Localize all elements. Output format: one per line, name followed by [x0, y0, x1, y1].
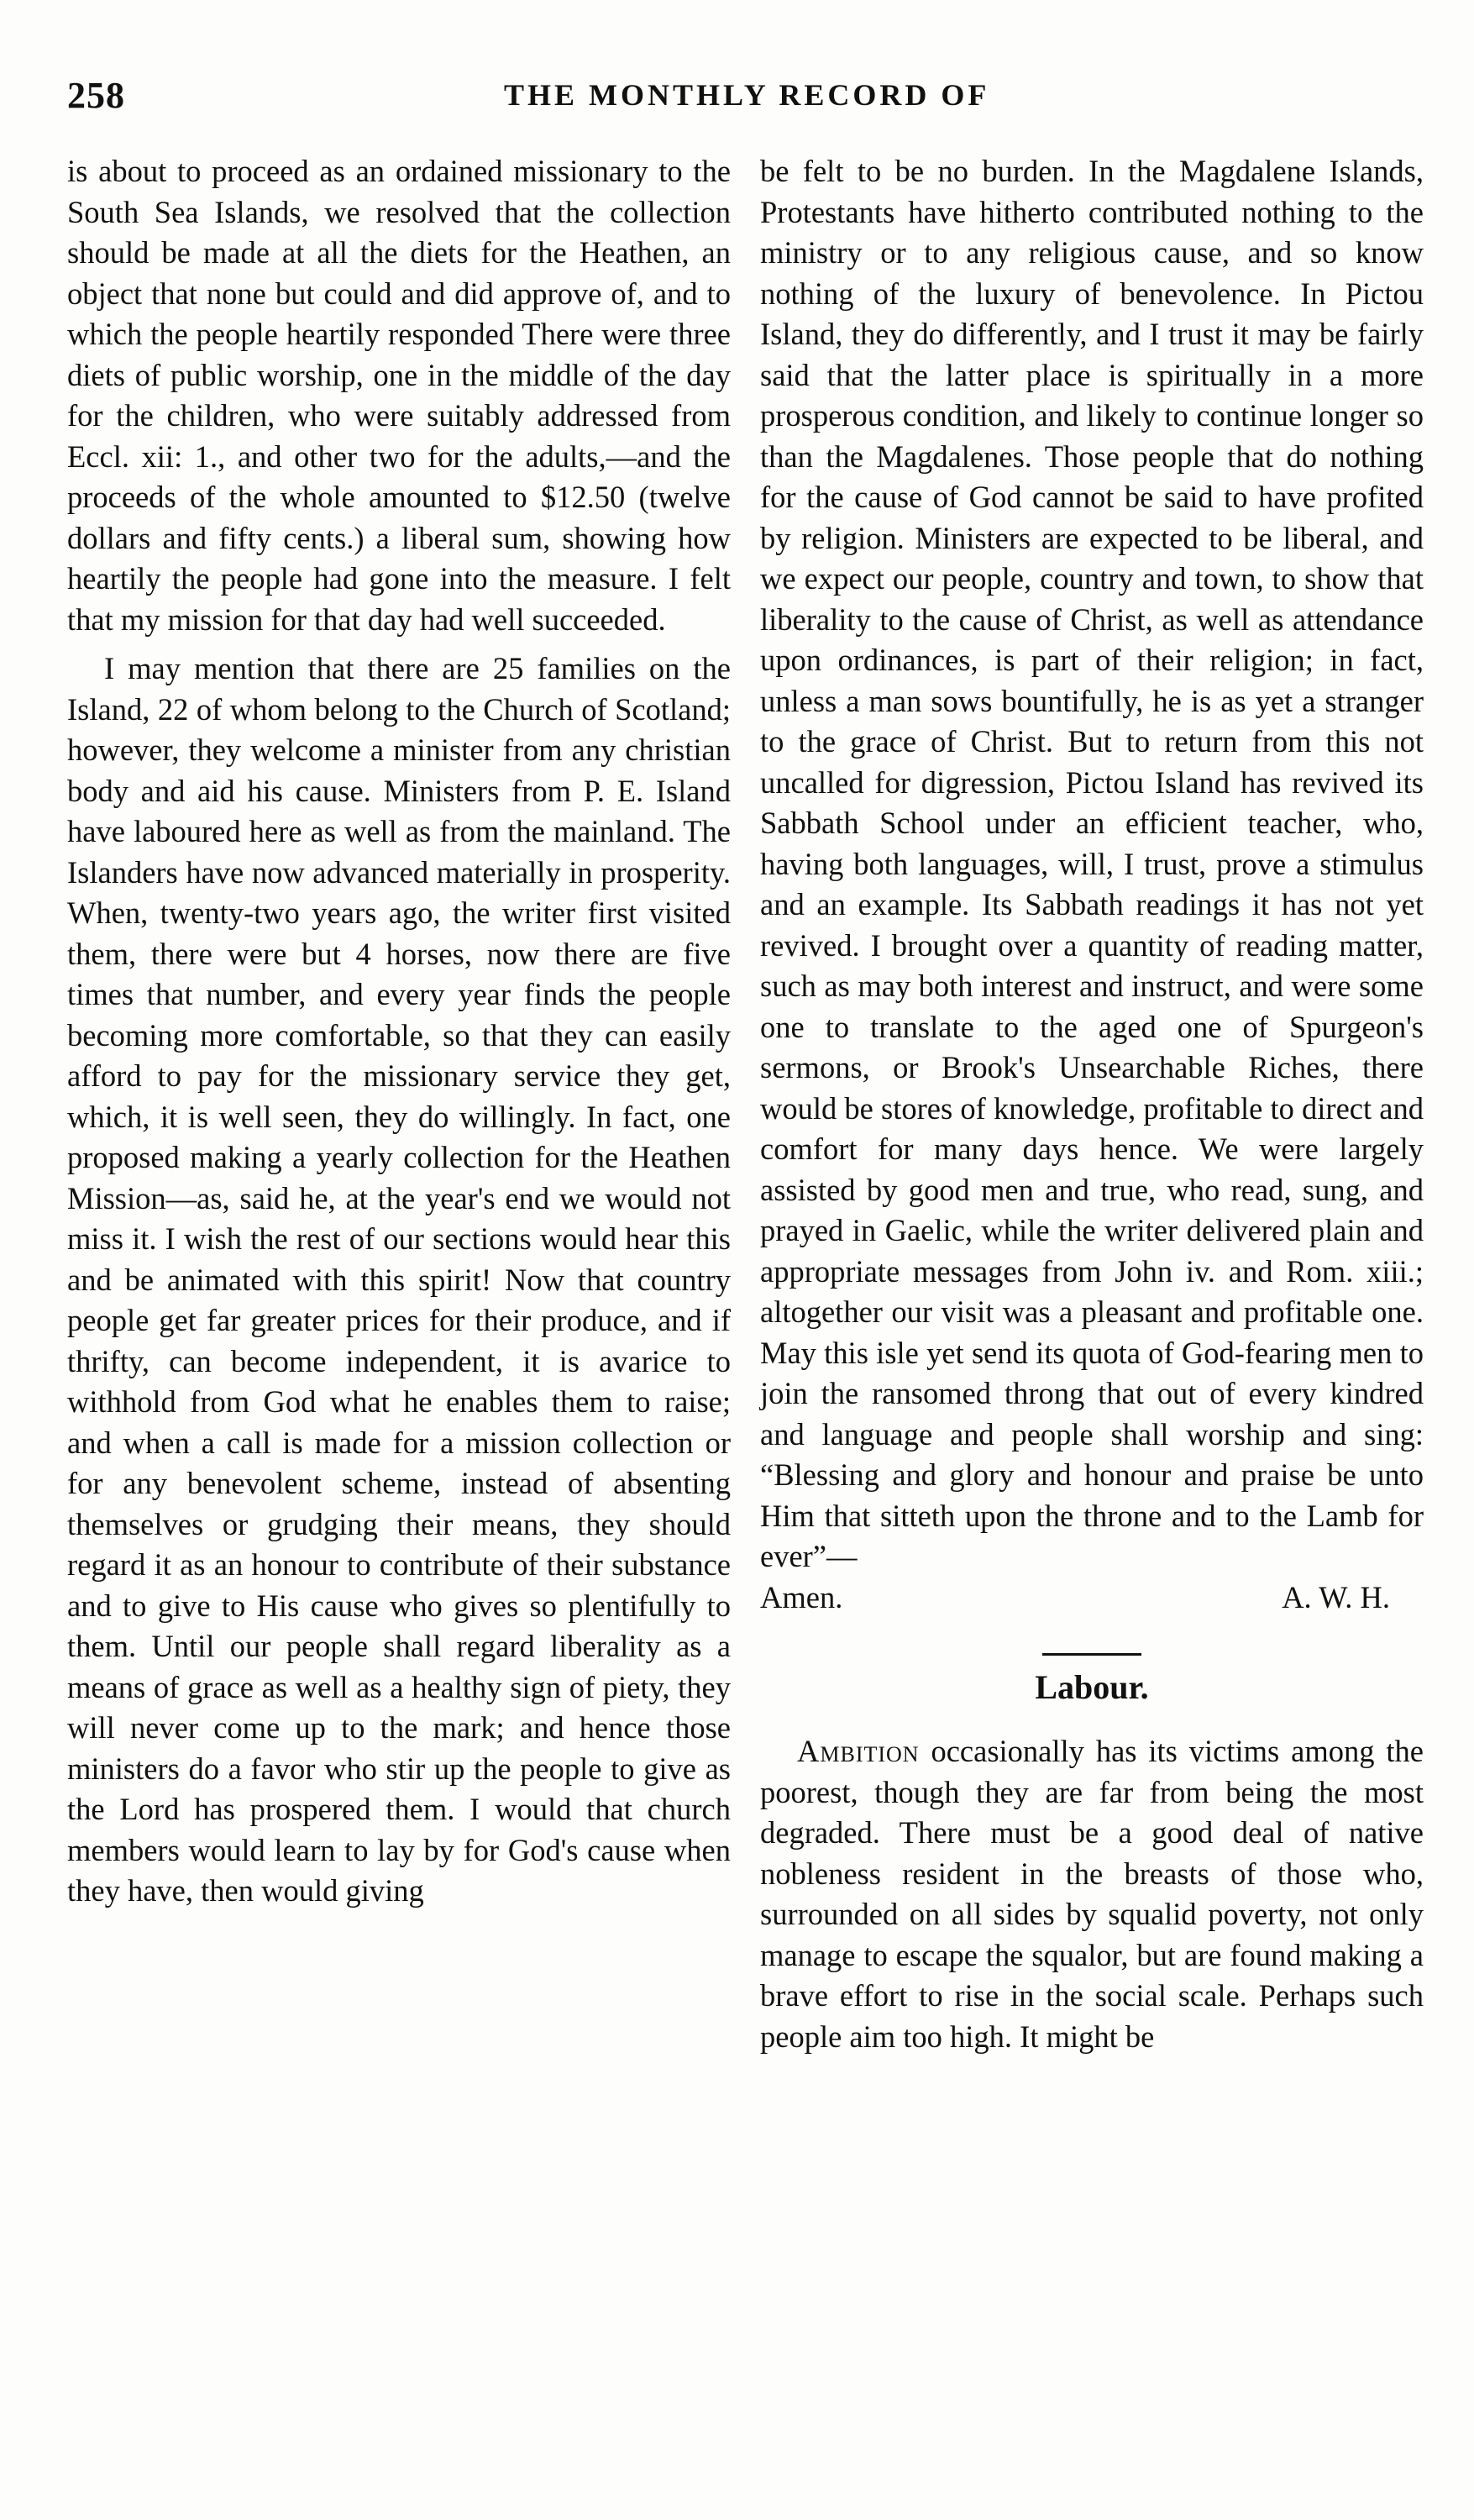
signoff-amen: Amen. — [760, 1579, 843, 1614]
left-paragraph-1: is about to proceed as an ordained missionary to the South Sea Islands, we resolved that the collection should be made at all the diets for the Heathen, an object that none but could and did approve of, and to which the people heartily responded There were three diets of public worship, one in the middle of the day for the children, who were suitably addressed from Eccl. xii: 1., and other two for the adults,—and the proceeds of the whole amounted to $12.50 (twelve dollars and fifty cents.) a liberal sum, showing how heartily the people had gone into the measure. I felt that my mission for that day had well succeeded. — [67, 154, 731, 637]
labour-text: occasionally has its victims among the poorest, though they are far from being the most degraded. There must be a good deal of native nobleness resident in the breasts of those who, surrounded on all sides by squalid poverty, not only manage to escape the squalor, but are found making a brave effort to rise in the social scale. Perhaps such people aim too high. It might be — [760, 1734, 1424, 2054]
labour-paragraph — [760, 1731, 1424, 2057]
left-paragraph-2: I may mention that there are 25 families on the Island, 22 of whom belong to the Church of Scotland; however, they welcome a minister from any christian body and aid his cause. Ministers from P. E. Island have laboured here as well as from the mainland. The Islanders have now advanced materially in prosperity. When, twenty-two years ago, the writer first visited them, there were but 4 horses, now there are five times that number, and every year finds the people becoming more comfortable, so that they can easily afford to pay for the missionary service they get, which, it is well seen, they do willingly. In fact, one proposed making a yearly collection for the Heathen Mission—as, said he, at the year's end we would not miss it. I wish the rest of our sections would hear this and be animated with this spirit! Now that country people get far greater prices for their produce, and if thrifty, can become independent, it is avarice to withhold from God what he enables them to raise; and when a call is made for a mission collection or for any benevolent scheme, instead of absenting themselves or grudging their means, they should regard it as an honour to contribute of their substance and to give to His cause who gives so plentifully to them. Until our people shall regard liberality as a means of grace as well as a healthy sign of piety, they will never come up to the mark; and hence those ministers do a favor who stir up the people to give as the Lord has prospered them. I would that church members would learn to lay by for God's cause when they have, then would giving — [67, 651, 731, 1908]
left-column — [67, 151, 731, 1912]
running-title: THE MONTHLY RECORD OF — [504, 78, 990, 112]
right-column — [760, 151, 1424, 2057]
page-number: 258 — [67, 75, 125, 116]
section-divider — [1042, 1653, 1141, 1656]
running-head — [67, 74, 1419, 124]
author-initials: A. W. H. — [1282, 1579, 1390, 1614]
right-paragraph-1: be felt to be no burden. In the Magdalene Islands, Protestants have hitherto contributed nothing to the ministry or to any religious cause, and so know nothing of the luxury of benevolence. In Pictou Island, they do differently, and I trust it may be fairly said that the latter place is spiritually in a more prosperous condition, and likely to continue longer so than the Magdalenes. Those people that do nothing for the cause of God cannot be said to have profited by religion. Ministers are expected to be liberal, and we expect our people, country and town, to show that liberality to the cause of Christ, as well as attendance upon ordinances, is part of their religion; in fact, unless a man sows bountifully, he is as yet a stranger to the grace of Christ. But to return from this not uncalled for digression, Pictou Island has revived its Sabbath School under an efficient teacher, who, having both languages, will, I trust, prove a stimulus and an example. Its Sabbath readings it has not yet revived. I brought over a quantity of reading matter, such as may both interest and instruct, and were some one to translate to the aged one of Spurgeon's sermons, or Brook's Unsearchable Riches, there would be stores of knowledge, profitable to direct and comfort for many days hence. We were largely assisted by good men and true, who read, sung, and prayed in Gaelic, while the writer delivered plain and appropriate messages from John iv. and Rom. xiii.; altogether our visit was a pleasant and profitable one. May this isle yet send its quota of God-fearing men to join the ransomed throng that out of every kindred and language and people shall worship and sing: “Blessing and glory and honour and praise be unto Him that sitteth upon the throne and to the Lamb for ever”— — [760, 154, 1424, 1573]
signoff-line — [760, 1578, 1424, 1619]
section-heading: Labour. — [1035, 1668, 1149, 1706]
labour-lead-word: Ambition — [797, 1734, 920, 1768]
